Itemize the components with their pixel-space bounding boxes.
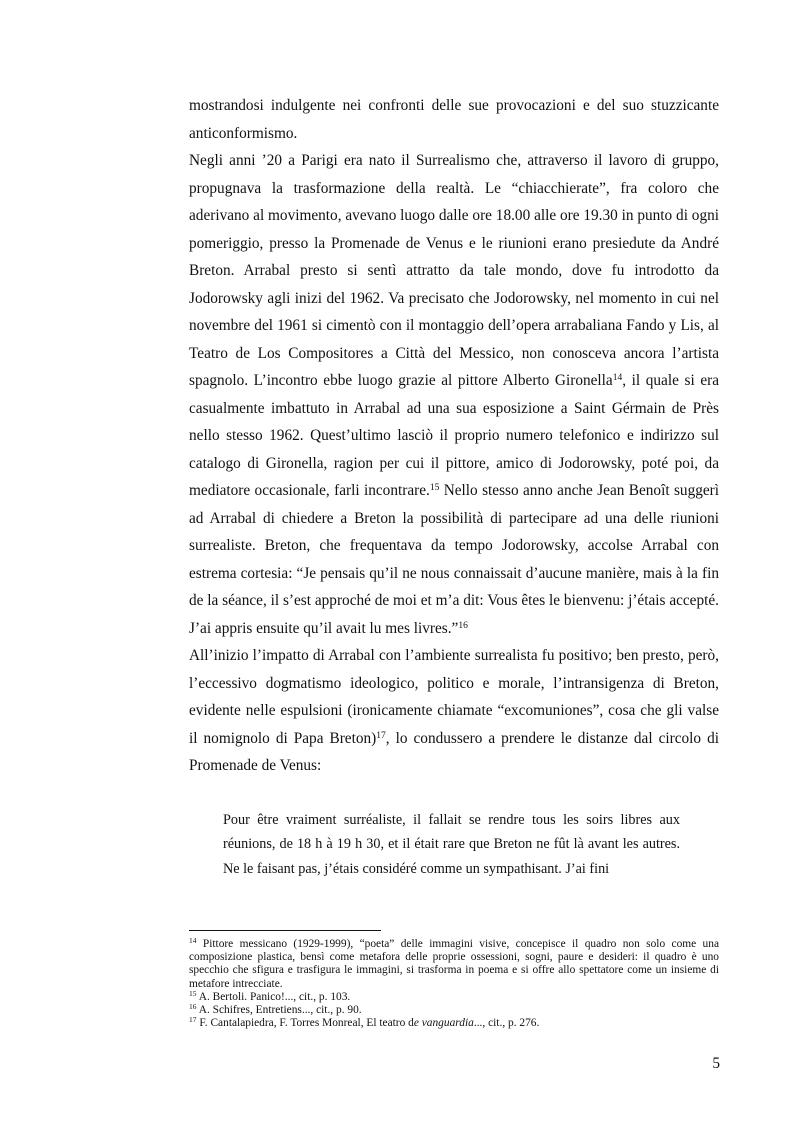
footnote-text-16: A. Schifres, Entretiens..., cit., p. 90. bbox=[196, 1004, 362, 1017]
footnote-ref-17: 17 bbox=[376, 730, 386, 741]
footnote-ref-16: 16 bbox=[458, 620, 468, 631]
paragraph-1 bbox=[189, 92, 719, 147]
paragraph-2-text-b: , il quale si era casualmente imbattuto in Arrabal ad una sua esposizione a Saint Gérmain de Près nello stesso 1962. Quest’ultimo lasciò il proprio numero telefonico e indirizzo sul catalogo di Gironella, ragion per cui il pittore, amico di Jodorowsky, poté poi, da mediatore occasionale, farli incontrare. bbox=[189, 372, 719, 499]
footnote-text-15: A. Bertoli. Panico!..., cit., p. 103. bbox=[196, 990, 351, 1003]
footnote-ref-15: 15 bbox=[429, 483, 440, 493]
footnote-text-17-b: ..., cit., p. 276. bbox=[473, 1017, 540, 1030]
paragraph-2-text-c: Nello stesso anno anche Jean Benoît suggerì ad Arrabal di chiedere a Breton la possibilità di partecipare ad una delle riunioni surrealiste. Breton, che frequentava da tempo Jodorowsky, accolse Arrabal con estrema cortesia: “Je pensais qu’il ne nous connaissait d’aucune manière, mais à la fin de la séance, il s’est approché de moi et m’a dit: Vous êtes le bienvenu: j’étais accepté. J’ai appris ensuite qu’il avait lu mes livres.” bbox=[189, 482, 719, 637]
page-number: 5 bbox=[712, 1055, 720, 1072]
block-quote: Pour être vraiment surréaliste, il fallait se rendre tous les soirs libres aux réunions, de 18 h à 19 h 30, et il était rare que Breton ne fût là avant les autres. Ne le faisant pas, j’étais considéré comme un sympathisant. J’ai fini bbox=[223, 812, 680, 877]
paragraph-2 bbox=[189, 147, 719, 642]
footnotes bbox=[189, 938, 719, 1030]
footnote-mark-14: 14 bbox=[189, 936, 197, 945]
main-body-text bbox=[189, 92, 719, 780]
paragraph-1-text: mostrandosi indulgente nei confronti delle sue provocazioni e del suo stuzzicante anticonformismo. bbox=[189, 97, 719, 142]
footnote-14 bbox=[189, 938, 719, 991]
footnote-text-17-italic: e vanguardia bbox=[413, 1017, 474, 1030]
footnote-ref-14: 14 bbox=[612, 373, 623, 383]
footnote-text-17-a: F. Cantalapiedra, F. Torres Monreal, El teatro d bbox=[196, 1017, 414, 1030]
paragraph-3-text-b: , lo condussero a prendere le distanze dal circolo di Promenade de Venus: bbox=[189, 729, 720, 774]
paragraph-3 bbox=[189, 642, 719, 780]
footnote-16 bbox=[189, 1004, 719, 1017]
paragraph-3-text-a: All’inizio l’impatto di Arrabal con l’ambiente surrealista fu positivo; ben presto, però, l’eccessivo dogmatismo ideologico, politico e morale, l’intransigenza di Breton, evidente nelle espulsioni (ironicamente chiamate “excomuniones”, cosa che gli valse il nomignolo di Papa Breton) bbox=[189, 647, 719, 747]
footnote-text-14: Pittore messicano (1929-1999), “poeta” delle immagini visive, concepisce il quadro non solo come una composizione plastica, bensì come metafora delle proprie ossessioni, sogni, paure e desideri: il quadro è uno specchio che sfigura e trasfigura le immagini, si trasforma in poema e si offre allo spettatore come un insieme di metafore intrecciate. bbox=[189, 938, 719, 990]
footnote-15 bbox=[189, 988, 719, 1004]
footnote-mark-17: 17 bbox=[189, 1015, 197, 1025]
footnote-17 bbox=[189, 1017, 719, 1030]
paragraph-2-text-a: Negli anni ’20 a Parigi era nato il Surrealismo che, attraverso il lavoro di gruppo, propugnava la trasformazione della realtà. Le “chiacchierate”, fra coloro che aderivano al movimento, avevano luogo dalle ore 18.00 alle ore 19.30 in punto di ogni pomeriggio, presso la Promenade de Venus e le riunioni erano presiedute da André Breton. Arrabal presto si sentì attratto da tale mondo, dove fu introdotto da Jodorowsky agli inizi del 1962. Va precisato che Jodorowsky, nel momento in cui nel novembre del 1961 si cimentò con il montaggio dell’opera arrabaliana Fando y Lis, al Teatro de Los Compositores a Città del Messico, non conosceva ancora l’artista spagnolo. L’incontro ebbe luogo grazie al pittore Alberto Gironella bbox=[189, 152, 719, 389]
footnote-mark-15: 15 bbox=[189, 988, 197, 998]
footnote-mark-16: 16 bbox=[189, 1002, 197, 1012]
footnote-separator bbox=[189, 930, 381, 931]
